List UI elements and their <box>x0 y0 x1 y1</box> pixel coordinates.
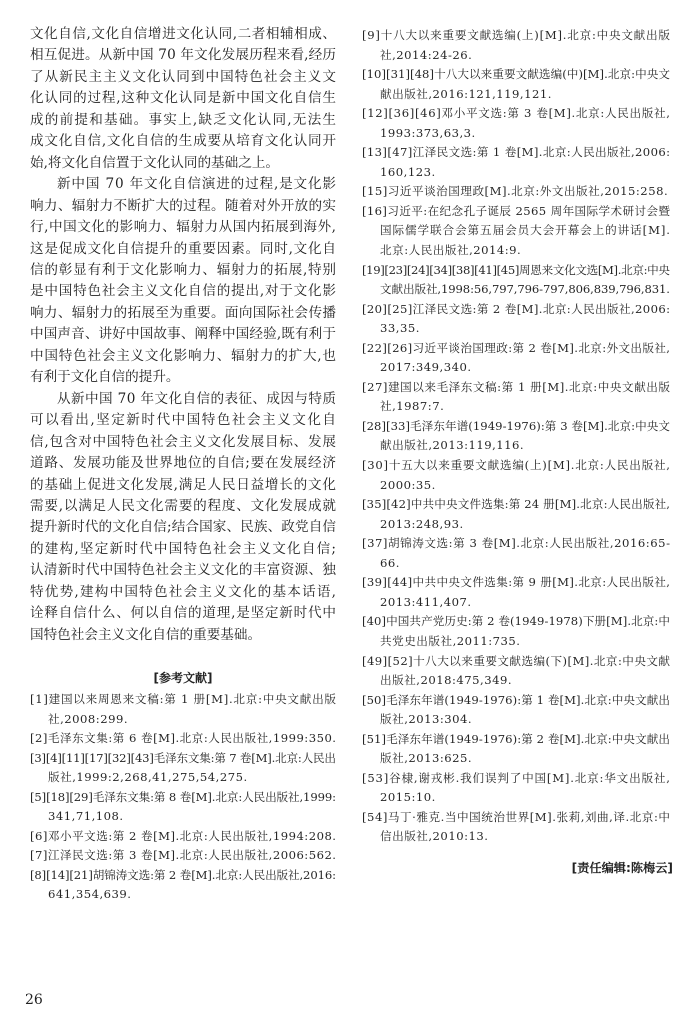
reference-line-text: [6]邓小平文选:第 2 卷[M].北京:人民出版社,1994:208. <box>30 828 337 843</box>
reference-line <box>362 163 670 183</box>
reference-line-text: [30]十五大以来重要文献选编(上)[M].北京:人民出版社, <box>362 458 671 473</box>
reference-line <box>362 730 670 750</box>
reference-line <box>362 593 670 613</box>
body-line-text: 这是促成文化自信提升的重要因素。同时,文化自 <box>30 240 337 257</box>
reference-line <box>362 378 670 398</box>
body-line <box>30 88 336 109</box>
reference-entry <box>362 534 670 573</box>
reference-line-text: 341,71,108. <box>48 809 124 824</box>
body-line-text: 从新中国 70 年文化自信的表征、成因与特质 <box>57 390 337 407</box>
reference-entry <box>30 846 336 866</box>
reference-line <box>362 143 670 163</box>
body-line <box>30 45 336 66</box>
reference-entry <box>30 749 336 788</box>
body-line-text: 信,包含对中国特色社会主义文化发展目标、发展 <box>30 433 337 450</box>
reference-line <box>362 319 670 339</box>
reference-line <box>362 339 670 359</box>
reference-entry <box>30 690 336 729</box>
responsible-editor-note: [责任编辑:陈梅云] <box>571 861 673 875</box>
reference-line <box>362 397 670 417</box>
body-paragraph <box>30 174 336 389</box>
reference-line-text: 社,1987:7. <box>380 399 445 414</box>
reference-line <box>362 671 670 691</box>
body-line <box>30 475 336 496</box>
body-line <box>30 432 336 453</box>
reference-line-text: [9]十八大以来重要文献选编(上)[M].北京:中央文献出版 <box>362 28 671 42</box>
reference-entry <box>362 495 670 534</box>
reference-line <box>362 476 670 496</box>
reference-line-text: 2013:248,93. <box>380 516 464 531</box>
reference-line-text: 出版社,2018:475,349. <box>380 673 513 688</box>
body-line-text: 响力、辐射力的拓展至为重要。面向国际社会传播 <box>30 304 337 321</box>
reference-entry <box>362 456 670 495</box>
reference-entry <box>362 261 670 300</box>
reference-line <box>30 749 336 769</box>
reference-line-text: [5][18][29]毛泽东文集:第 8 卷[M].北京:人民出版社,1999: <box>30 789 336 804</box>
reference-line <box>362 534 670 554</box>
reference-line-text: 北京:人民出版社,2014:9. <box>380 243 522 258</box>
body-line <box>30 389 336 410</box>
reference-line <box>362 65 670 85</box>
body-line-text: 特优势,建构中国特色社会主义文化的基本话语, <box>30 583 338 600</box>
reference-line <box>30 885 336 905</box>
reference-line-text: [40]中国共产党历史:第 2 卷(1949-1978)下册[M].北京:中 <box>362 614 671 629</box>
body-line-text: 相互促进。从新中国 70 年文化发展历程来看,经历 <box>30 47 337 64</box>
body-paragraph <box>30 389 336 646</box>
reference-entry <box>362 652 670 691</box>
reference-line <box>30 846 336 866</box>
references-heading: [参考文献] <box>153 671 213 685</box>
reference-line-text: [16]习近平:在纪念孔子诞辰 2565 周年国际学术研讨会暨 <box>362 203 671 218</box>
reference-line-text: 2017:349,340. <box>380 360 472 375</box>
reference-line <box>362 241 670 261</box>
reference-line-text: [8][14][21]胡锦涛文选:第 2 卷[M].北京:人民出版社,2016: <box>30 867 336 882</box>
body-line-text: 成的前提和基础。事实上,缺乏文化认同,无法生 <box>30 111 338 128</box>
reference-line-text: 641,354,639. <box>48 887 132 902</box>
reference-line <box>362 495 670 515</box>
reference-line-text: 2015:10. <box>380 790 436 805</box>
reference-line <box>362 827 670 847</box>
reference-entry <box>362 26 670 65</box>
body-line <box>30 367 336 388</box>
reference-line <box>362 808 670 828</box>
body-line <box>30 174 336 195</box>
body-line-text: 响力、辐射力不断扩大的过程。随着对外开放的实 <box>30 197 337 214</box>
body-line <box>30 324 336 345</box>
reference-line <box>362 632 670 652</box>
body-line <box>30 303 336 324</box>
reference-line-text: [1]建国以来周恩来文稿:第 1 册[M].北京:中央文献出版 <box>30 692 337 706</box>
reference-line-text: [2]毛泽东文集:第 6 卷[M].北京:人民出版社,1999:350. <box>30 731 337 746</box>
reference-line <box>362 749 670 769</box>
reference-line <box>362 104 670 124</box>
reference-line <box>362 691 670 711</box>
reference-entry <box>362 691 670 730</box>
reference-line-text: [13][47]江泽民文选:第 1 卷[M].北京:人民出版社,2006: <box>362 145 671 160</box>
body-line <box>30 110 336 131</box>
reference-line-text: 献出版社,2016:121,119,121. <box>380 86 552 101</box>
body-line <box>30 131 336 152</box>
references-list-right <box>362 26 670 847</box>
body-line <box>30 24 336 45</box>
reference-line <box>30 807 336 827</box>
body-line-text: 是中国特色社会主义文化自信的提出,对于文化影 <box>30 283 337 300</box>
reference-line <box>362 515 670 535</box>
reference-line <box>362 769 670 789</box>
body-line <box>30 496 336 517</box>
reference-line <box>362 85 670 105</box>
body-line <box>30 217 336 238</box>
reference-line-text: [39][44]中共中央文件选集:第 9 册[M].北京:人民出版社, <box>362 575 671 590</box>
reference-line-text: 献出版社,2013:119,116. <box>380 438 525 453</box>
reference-line <box>30 690 336 710</box>
reference-line-text: [20][25]江泽民文选:第 2 卷[M].北京:人民出版社,2006: <box>362 301 671 316</box>
reference-line-text: [37]胡锦涛文选:第 3 卷[M].北京:人民出版社,2016:65- <box>362 536 671 551</box>
body-line-text: 化认同的过程,这种文化认同是新中国文化自信生 <box>30 90 337 107</box>
body-line <box>30 453 336 474</box>
reference-line-text: 信出版社,2010:13. <box>380 829 489 844</box>
body-line-text: 的建构,坚定新时代中国特色社会主义文化自信; <box>30 540 338 557</box>
reference-line-text: [27]建国以来毛泽东文稿:第 1 册[M].北京:中央文献出版 <box>362 379 671 394</box>
body-line <box>30 625 336 646</box>
body-line <box>30 196 336 217</box>
reference-line <box>30 768 336 788</box>
reference-line <box>30 710 336 730</box>
reference-line <box>30 827 336 847</box>
reference-entry <box>362 300 670 339</box>
body-line-text: 的基础上促进文化发展,满足人民日益增长的文化 <box>30 476 337 493</box>
reference-line <box>362 26 670 46</box>
body-line <box>30 603 336 624</box>
reference-entry <box>362 182 670 202</box>
body-text-column <box>30 24 336 646</box>
reference-line-text: 社,2014:24-26. <box>380 47 473 62</box>
body-line <box>30 153 336 174</box>
reference-line <box>362 261 670 281</box>
reference-line-text: [51]毛泽东年谱(1949-1976):第 2 卷[M].北京:中央文献出 <box>362 731 671 746</box>
reference-line-text: 版社,2013:625. <box>380 751 473 766</box>
reference-entry <box>30 729 336 749</box>
reference-line-text: [10][31][48]十八大以来重要文献选编(中)[M].北京:中央文 <box>362 67 671 82</box>
reference-line <box>362 788 670 808</box>
reference-line <box>362 436 670 456</box>
body-line-text: 有利于文化自信的提升。 <box>30 369 180 386</box>
body-line-text: 可以看出,坚定新时代中国特色社会主义文化自 <box>30 412 338 429</box>
reference-line-text: 版社,1999:2,268,41,275,54,275. <box>48 770 248 785</box>
body-line <box>30 582 336 603</box>
reference-line <box>362 280 670 300</box>
body-line-text: 提升新时代的文化自信;结合国家、民族、政党自信 <box>30 519 337 536</box>
reference-line-text: 2013:411,407. <box>380 594 472 609</box>
reference-entry <box>362 143 670 182</box>
reference-line-text: [15]习近平谈治国理政[M].北京:外文出版社,2015:258. <box>362 184 669 199</box>
reference-line-text: [7]江泽民文选:第 3 卷[M].北京:人民出版社,2006:562. <box>30 848 337 863</box>
body-line-text: 新中国 70 年文化自信演进的过程,是文化影 <box>57 176 337 193</box>
reference-line-text: 共党史出版社,2011:735. <box>380 633 521 648</box>
reference-line-text: [50]毛泽东年谱(1949-1976):第 1 卷[M].北京:中央文献出 <box>362 692 671 707</box>
reference-line-text: 2000:35. <box>380 477 436 492</box>
body-line-text: 需要,以满足人民文化需要的程度、文化发展成就 <box>30 497 337 514</box>
reference-line-text: [35][42]中共中央文件选集:第 24 册[M].北京:人民出版社, <box>362 497 671 512</box>
body-line-text: 了从新民主主义文化认同到中国特色社会主义文 <box>30 68 338 85</box>
reference-line <box>30 866 336 886</box>
reference-line-text: 社,2008:299. <box>48 711 129 726</box>
reference-entry <box>30 827 336 847</box>
reference-line-text: [3][4][11][17][32][43]毛泽东文集:第 7 卷[M].北京:人民出 <box>30 750 336 765</box>
body-line <box>30 346 336 367</box>
body-line <box>30 239 336 260</box>
reference-line-text: 版社,2013:304. <box>380 712 473 727</box>
reference-line <box>362 612 670 632</box>
reference-line <box>362 573 670 593</box>
reference-entry <box>30 788 336 827</box>
reference-entry <box>362 612 670 651</box>
reference-entry <box>30 866 336 905</box>
reference-line <box>362 124 670 144</box>
reference-line-text: [53]谷棣,谢戎彬.我们误判了中国[M].北京:华文出版社, <box>362 770 671 785</box>
body-line <box>30 560 336 581</box>
body-line <box>30 67 336 88</box>
reference-line <box>362 221 670 241</box>
reference-line-text: [49][52]十八大以来重要文献选编(下)[M].北京:中央文献 <box>362 653 671 668</box>
reference-entry <box>362 417 670 456</box>
body-line <box>30 281 336 302</box>
body-line <box>30 539 336 560</box>
reference-entry <box>362 202 670 261</box>
reference-line-text: [12][36][46]邓小平文选:第 3 卷[M].北京:人民出版社, <box>362 106 671 121</box>
body-line <box>30 410 336 431</box>
reference-line-text: [28][33]毛泽东年谱(1949-1976):第 3 卷[M].北京:中央文 <box>362 418 671 433</box>
reference-line-text: [22][26]习近平谈治国理政:第 2 卷[M].北京:外文出版社, <box>362 340 671 355</box>
page-number: 26 <box>25 992 43 1008</box>
body-line <box>30 260 336 281</box>
references-list-left <box>30 690 336 905</box>
reference-entry <box>362 808 670 847</box>
reference-entry <box>362 730 670 769</box>
reference-line <box>30 788 336 808</box>
reference-line <box>362 456 670 476</box>
reference-line-text: [54]马丁·雅克.当中国统治世界[M].张莉,刘曲,译.北京:中 <box>362 809 671 824</box>
reference-entry <box>362 378 670 417</box>
body-line-text: 成文化自信,文化自信的生成要从培育文化认同开 <box>30 133 337 150</box>
reference-entry <box>362 65 670 104</box>
reference-line <box>30 729 336 749</box>
body-line-text: 文化自信,文化自信增进文化认同,二者相辅相成、 <box>30 26 337 42</box>
reference-line <box>362 417 670 437</box>
reference-line-text: 33,35. <box>380 321 420 336</box>
body-line-text: 认清新时代中国特色社会主义文化的丰富资源、独 <box>30 562 337 579</box>
body-line-text: 始,将文化自信置于文化认同的基础之上。 <box>30 154 280 171</box>
body-line-text: 信的彰显有利于文化影响力、辐射力的拓展,特别 <box>30 261 337 278</box>
reference-entry <box>362 339 670 378</box>
reference-line <box>362 358 670 378</box>
reference-line <box>362 182 670 202</box>
reference-line-text: 66. <box>380 555 400 570</box>
body-line-text: 国特色社会主义文化自信的重要基础。 <box>30 626 262 643</box>
body-paragraph <box>30 24 336 174</box>
reference-line-text: [19][23][24][34][38][41][45]周恩来文化文选[M].北京:中央 <box>362 262 670 277</box>
reference-line-text: 1993:373,63,3. <box>380 125 476 140</box>
reference-line <box>362 710 670 730</box>
reference-line-text: 文献出版社,1998:56,797,796-797,806,839,796,831. <box>380 282 670 297</box>
body-line-text: 诠释自信什么、何以自信的道理,是坚定新时代中 <box>30 605 337 622</box>
reference-line <box>362 652 670 672</box>
body-line <box>30 517 336 538</box>
body-line-text: 道路、发展功能及世界地位的自信;要在发展经济 <box>30 455 337 472</box>
reference-line-text: 国际儒学联合会第五届会员大会开幕会上的讲话[M]. <box>380 223 671 238</box>
reference-line <box>362 554 670 574</box>
reference-line-text: 160,123. <box>380 164 436 179</box>
body-line-text: 中国声音、讲好中国故事、阐释中国经验,既有利于 <box>30 326 337 343</box>
reference-line <box>362 46 670 66</box>
reference-line <box>362 202 670 222</box>
reference-entry <box>362 573 670 612</box>
body-line-text: 中国特色社会主义文化影响力、辐射力的扩大,也 <box>30 347 337 364</box>
reference-line <box>362 300 670 320</box>
reference-entry <box>362 104 670 143</box>
body-line-text: 行,中国文化的影响力、辐射力从国内拓展到海外, <box>30 219 337 236</box>
reference-entry <box>362 769 670 808</box>
